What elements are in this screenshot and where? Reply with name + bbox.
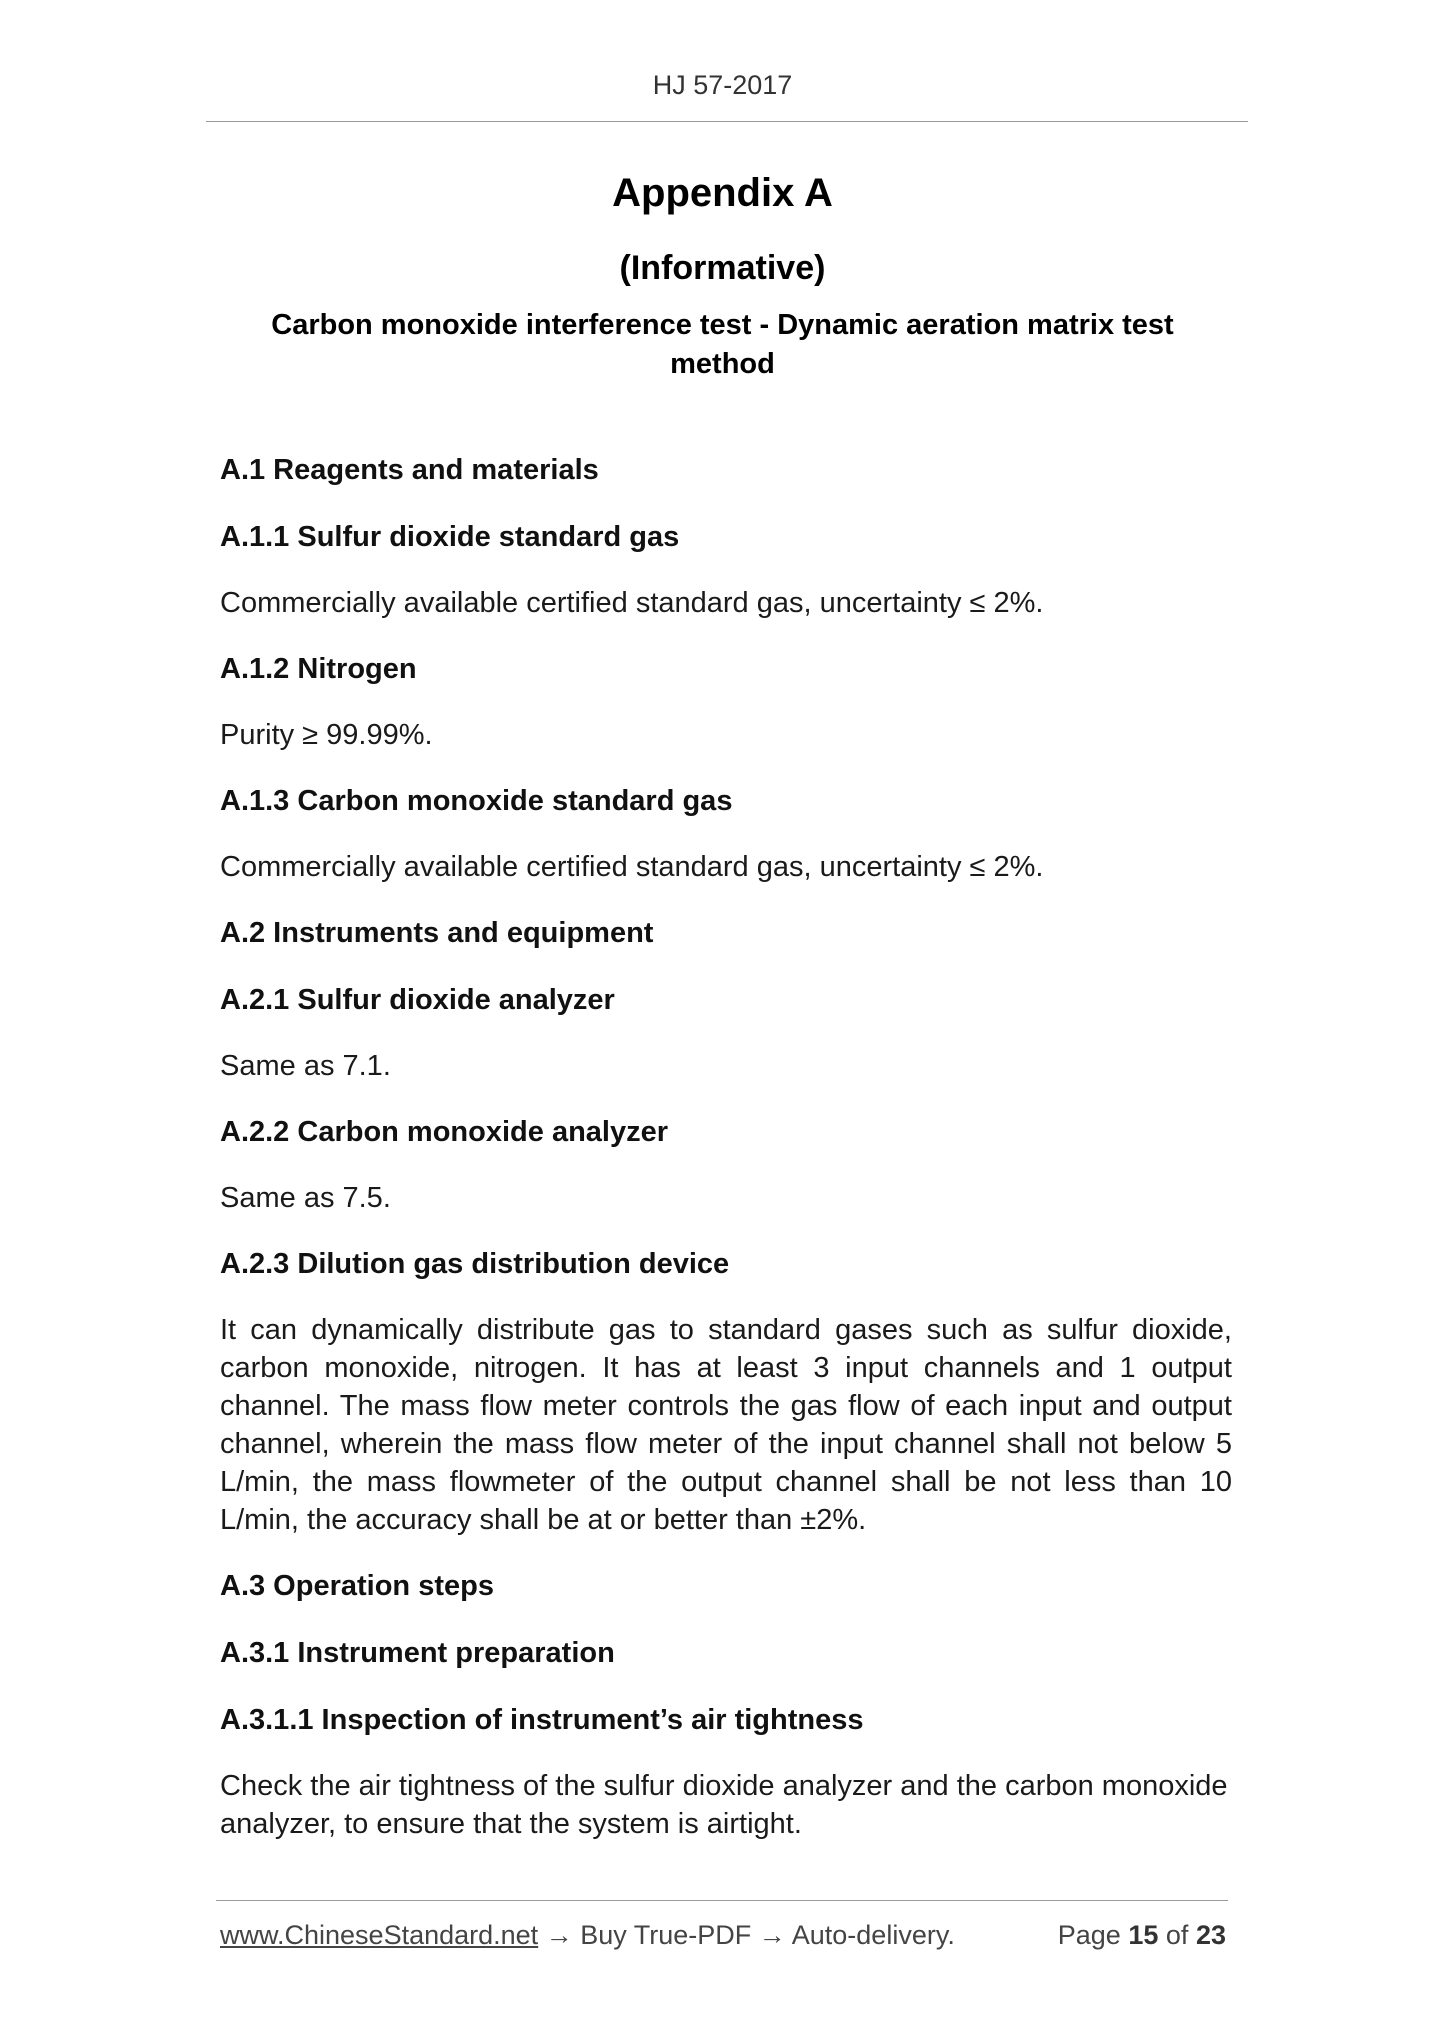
appendix-subtitle: Carbon monoxide interference test - Dynamic aeration matrix test method (271, 309, 1174, 380)
appendix-title: Appendix A (612, 171, 833, 215)
section-heading-a2-3: A.2.3 Dilution gas distribution device (220, 1248, 730, 1280)
section-heading-a3-1: A.3.1 Instrument preparation (220, 1637, 615, 1669)
section-text-a1-1: Commercially available certified standard gas, uncertainty ≤ 2%. (220, 587, 1044, 619)
footer-tagline: → Buy True-PDF → Auto-delivery. (545, 1920, 955, 1950)
section-heading-a1-1: A.1.1 Sulfur dioxide standard gas (220, 521, 680, 553)
section-text-a2-2: Same as 7.5. (220, 1182, 391, 1214)
section-heading-a2-2: A.2.2 Carbon monoxide analyzer (220, 1116, 669, 1148)
page-total: 23 (1195, 1920, 1226, 1950)
page-footer (220, 1920, 1232, 1951)
website-link[interactable]: www.ChineseStandard.net (220, 1920, 539, 1950)
section-text-a1-3: Commercially available certified standard gas, uncertainty ≤ 2%. (220, 851, 1044, 883)
section-heading-a2-1: A.2.1 Sulfur dioxide analyzer (220, 984, 615, 1016)
section-text-a2-1: Same as 7.1. (220, 1050, 391, 1082)
appendix-type: (Informative) (619, 249, 826, 287)
section-text-a3-1-1: Check the air tightness of the sulfur dioxide analyzer and the carbon monoxide analyzer, to ensure that the system is airtight. (220, 1770, 1228, 1840)
page-current: 15 (1128, 1920, 1159, 1950)
section-text-a2-3: It can dynamically distribute gas to standard gases such as sulfur dioxide, carbon monoxide, nitrogen. It has at least 3 input channels and 1 output channel. The mass flow meter controls the gas flow of each input and output channel, wherein the mass flow meter of the input channel shall not below 5 L/min, the mass flowmeter of the output channel shall be not less than 10 L/min, the accuracy shall be at or better than ±2%. (220, 1314, 1232, 1536)
page-indicator (1058, 1920, 1226, 1951)
footer-divider (216, 1900, 1228, 1901)
section-heading-a2: A.2 Instruments and equipment (220, 917, 654, 949)
document-body (220, 450, 1232, 1870)
header-standard-code: HJ 57-2017 (652, 70, 793, 100)
section-text-a1-2: Purity ≥ 99.99%. (220, 719, 433, 751)
section-heading-a1: A.1 Reagents and materials (220, 454, 599, 486)
page-label: Page (1057, 1920, 1121, 1950)
section-heading-a3-1-1: A.3.1.1 Inspection of instrument’s air tightness (220, 1704, 864, 1736)
section-heading-a1-3: A.1.3 Carbon monoxide standard gas (220, 785, 733, 817)
page-of: of (1165, 1920, 1189, 1950)
header-divider (206, 121, 1248, 122)
section-heading-a1-2: A.1.2 Nitrogen (220, 653, 417, 685)
section-heading-a3: A.3 Operation steps (220, 1570, 494, 1602)
